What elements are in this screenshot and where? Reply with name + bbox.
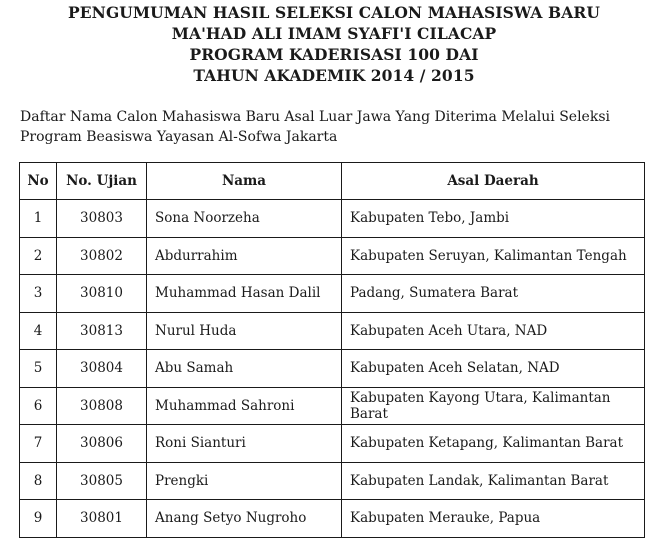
table-row: [20, 350, 645, 388]
cell-asal-daerah: Kabupaten Kayong Utara, Kalimantan Barat: [342, 387, 645, 425]
table-row: [20, 237, 645, 275]
cell-no-ujian: 30806: [57, 425, 147, 463]
cell-no-ujian: 30810: [57, 275, 147, 313]
cell-no-ujian: 30804: [57, 350, 147, 388]
cell-asal-daerah: Kabupaten Tebo, Jambi: [342, 200, 645, 238]
column-header-no: No: [20, 163, 57, 200]
cell-no-ujian: 30805: [57, 462, 147, 500]
cell-no: 2: [20, 237, 57, 275]
cell-nama: Abdurrahim: [147, 237, 342, 275]
cell-no: 1: [20, 200, 57, 238]
table-row: [20, 275, 645, 313]
intro-paragraph: Daftar Nama Calon Mahasiswa Baru Asal Luar Jawa Yang Diterima Melalui Seleksi Program Beasiswa Yayasan Al-Sofwa Jakarta: [20, 109, 610, 145]
cell-nama: Sona Noorzeha: [147, 200, 342, 238]
cell-no: 6: [20, 387, 57, 425]
heading-line-3: PROGRAM KADERISASI 100 DAI: [189, 45, 479, 64]
cell-no-ujian: 30801: [57, 500, 147, 538]
column-header-nama: Nama: [147, 163, 342, 200]
cell-no-ujian: 30808: [57, 387, 147, 425]
table-row: [20, 462, 645, 500]
cell-asal-daerah: Kabupaten Aceh Utara, NAD: [342, 312, 645, 350]
table-row: [20, 200, 645, 238]
cell-nama: Prengki: [147, 462, 342, 500]
accepted-students-table: [19, 162, 645, 538]
cell-no-ujian: 30813: [57, 312, 147, 350]
cell-nama: Nurul Huda: [147, 312, 342, 350]
cell-no-ujian: 30803: [57, 200, 147, 238]
table-header-row: [20, 163, 645, 200]
cell-asal-daerah: Padang, Sumatera Barat: [342, 275, 645, 313]
table-row: [20, 387, 645, 425]
cell-nama: Muhammad Sahroni: [147, 387, 342, 425]
cell-asal-daerah: Kabupaten Seruyan, Kalimantan Tengah: [342, 237, 645, 275]
cell-no: 5: [20, 350, 57, 388]
cell-nama: Anang Setyo Nugroho: [147, 500, 342, 538]
cell-no: 4: [20, 312, 57, 350]
heading-line-1: PENGUMUMAN HASIL SELEKSI CALON MAHASISWA BARU: [68, 3, 600, 22]
announcement-heading: [0, 2, 668, 86]
cell-asal-daerah: Kabupaten Merauke, Papua: [342, 500, 645, 538]
cell-nama: Abu Samah: [147, 350, 342, 388]
heading-line-2: MA'HAD ALI IMAM SYAFI'I CILACAP: [171, 24, 497, 43]
cell-no: 9: [20, 500, 57, 538]
cell-asal-daerah: Kabupaten Aceh Selatan, NAD: [342, 350, 645, 388]
table-row: [20, 425, 645, 463]
heading-line-4: TAHUN AKADEMIK 2014 / 2015: [193, 66, 475, 85]
cell-nama: Muhammad Hasan Dalil: [147, 275, 342, 313]
cell-no: 7: [20, 425, 57, 463]
table-row: [20, 312, 645, 350]
column-header-no-ujian: No. Ujian: [57, 163, 147, 200]
cell-no: 8: [20, 462, 57, 500]
cell-nama: Roni Sianturi: [147, 425, 342, 463]
cell-no-ujian: 30802: [57, 237, 147, 275]
cell-asal-daerah: Kabupaten Ketapang, Kalimantan Barat: [342, 425, 645, 463]
cell-no: 3: [20, 275, 57, 313]
table-row: [20, 500, 645, 538]
cell-asal-daerah: Kabupaten Landak, Kalimantan Barat: [342, 462, 645, 500]
column-header-asal-daerah: Asal Daerah: [342, 163, 645, 200]
